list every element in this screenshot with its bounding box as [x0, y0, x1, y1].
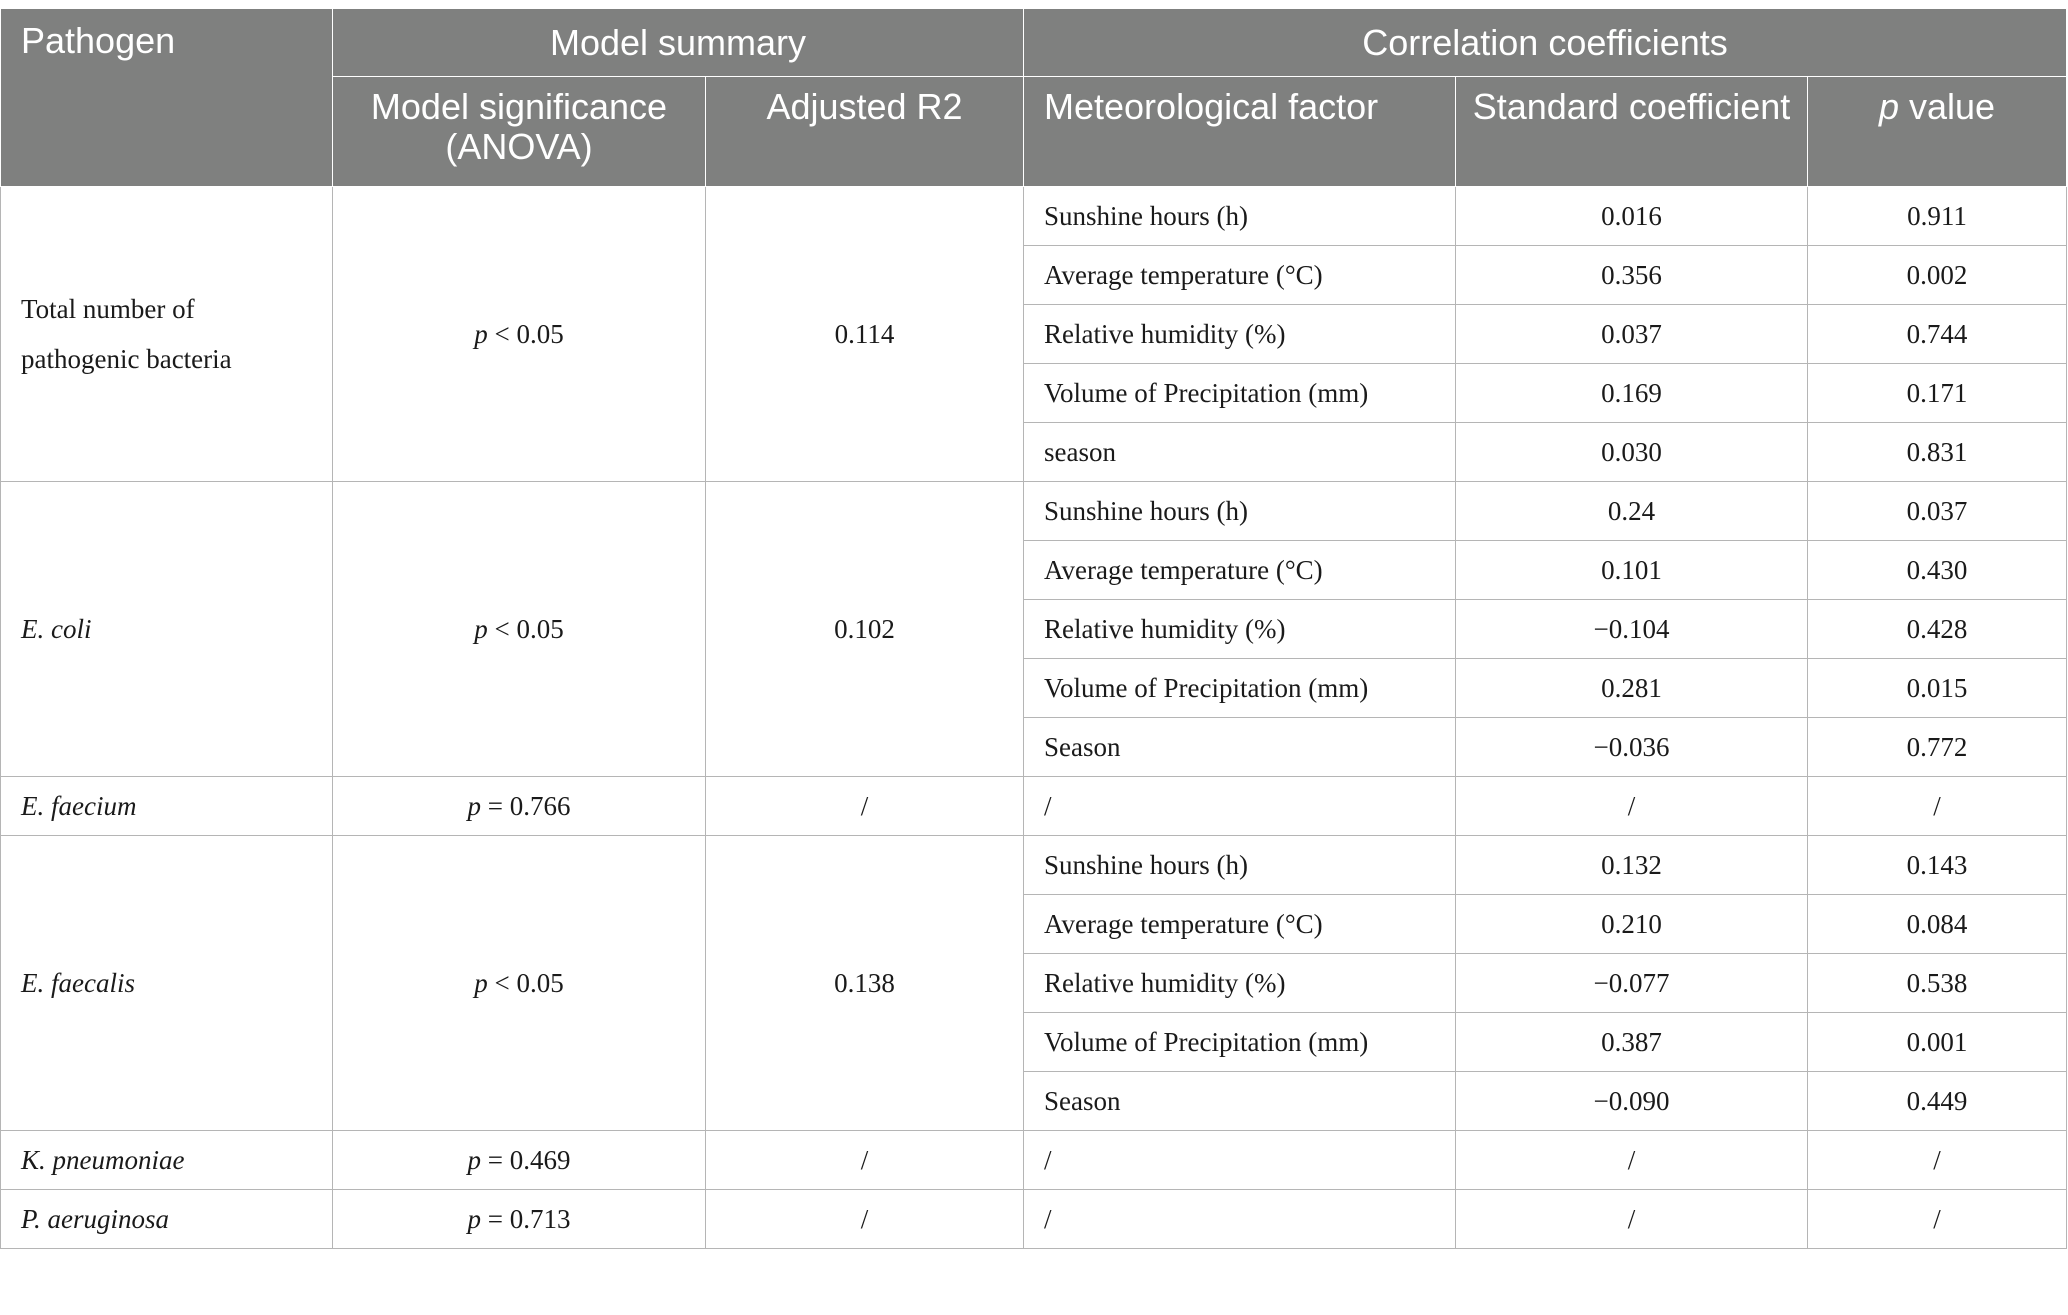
- meteorological-factor-cell: Relative humidity (%): [1024, 305, 1456, 364]
- p-value-cell: 0.037: [1808, 482, 2067, 541]
- meteorological-factor-cell: Relative humidity (%): [1024, 954, 1456, 1013]
- model-significance-cell: [333, 836, 706, 1131]
- header-p-value: [1808, 77, 2067, 187]
- pathogen-cell: Total number of pathogenic bacteria: [1, 187, 333, 482]
- meteorological-factor-cell: Season: [1024, 718, 1456, 777]
- table-row: [1, 187, 2067, 246]
- table-row: [1, 1131, 2067, 1190]
- meteorological-factor-cell: Relative humidity (%): [1024, 600, 1456, 659]
- p-value-cell: 0.143: [1808, 836, 2067, 895]
- p-value-cell: 0.831: [1808, 423, 2067, 482]
- pathogen-cell: E. faecalis: [1, 836, 333, 1131]
- table-header: [1, 9, 2067, 187]
- p-value-cell: 0.538: [1808, 954, 2067, 1013]
- standard-coefficient-cell: 0.016: [1456, 187, 1808, 246]
- significance-value: < 0.05: [487, 318, 564, 349]
- standard-coefficient-cell: 0.210: [1456, 895, 1808, 954]
- standard-coefficient-cell: −0.090: [1456, 1072, 1808, 1131]
- model-significance-cell: [333, 777, 706, 836]
- p-value-cell: 0.430: [1808, 541, 2067, 600]
- meteorological-factor-cell: Volume of Precipitation (mm): [1024, 659, 1456, 718]
- p-value-cell: 0.911: [1808, 187, 2067, 246]
- standard-coefficient-cell: 0.030: [1456, 423, 1808, 482]
- significance-value: = 0.469: [481, 1144, 571, 1175]
- standard-coefficient-cell: 0.281: [1456, 659, 1808, 718]
- meteorological-factor-cell: Volume of Precipitation (mm): [1024, 1013, 1456, 1072]
- standard-coefficient-cell: 0.101: [1456, 541, 1808, 600]
- meteorological-factor-cell: Season: [1024, 1072, 1456, 1131]
- pathogen-cell: E. coli: [1, 482, 333, 777]
- significance-value: = 0.766: [481, 790, 571, 821]
- p-value-cell: 0.428: [1808, 600, 2067, 659]
- standard-coefficient-cell: /: [1456, 1131, 1808, 1190]
- adjusted-r2-cell: /: [706, 1190, 1024, 1249]
- table-row: [1, 836, 2067, 895]
- adjusted-r2-cell: 0.138: [706, 836, 1024, 1131]
- standard-coefficient-cell: 0.24: [1456, 482, 1808, 541]
- header-model-summary: Model summary: [333, 9, 1024, 77]
- p-value-cell: /: [1808, 1190, 2067, 1249]
- model-significance-cell: [333, 1190, 706, 1249]
- meteorological-factor-cell: Sunshine hours (h): [1024, 482, 1456, 541]
- table-row: [1, 1190, 2067, 1249]
- model-significance-cell: [333, 482, 706, 777]
- table-body: [1, 187, 2067, 1249]
- p-value-cell: 0.772: [1808, 718, 2067, 777]
- standard-coefficient-cell: −0.036: [1456, 718, 1808, 777]
- adjusted-r2-cell: 0.114: [706, 187, 1024, 482]
- header-correlation-coefficients: Correlation coefficients: [1024, 9, 2067, 77]
- table-row: [1, 482, 2067, 541]
- p-value-cell: /: [1808, 777, 2067, 836]
- pathogen-cell: E. faecium: [1, 777, 333, 836]
- significance-p-symbol: p: [474, 967, 488, 998]
- meteorological-factor-cell: /: [1024, 1190, 1456, 1249]
- significance-p-symbol: p: [467, 1144, 481, 1175]
- pathogen-cell: P. aeruginosa: [1, 1190, 333, 1249]
- significance-p-symbol: p: [467, 790, 481, 821]
- standard-coefficient-cell: −0.104: [1456, 600, 1808, 659]
- p-value-cell: /: [1808, 1131, 2067, 1190]
- significance-value: = 0.713: [481, 1203, 571, 1234]
- significance-value: < 0.05: [487, 613, 564, 644]
- meteorological-factor-cell: Sunshine hours (h): [1024, 836, 1456, 895]
- standard-coefficient-cell: 0.356: [1456, 246, 1808, 305]
- p-value-cell: 0.084: [1808, 895, 2067, 954]
- standard-coefficient-cell: 0.387: [1456, 1013, 1808, 1072]
- header-pathogen: Pathogen: [1, 9, 333, 187]
- p-value-cell: 0.015: [1808, 659, 2067, 718]
- significance-value: < 0.05: [487, 967, 564, 998]
- meteorological-factor-cell: /: [1024, 777, 1456, 836]
- adjusted-r2-cell: /: [706, 1131, 1024, 1190]
- meteorological-factor-cell: Average temperature (°C): [1024, 246, 1456, 305]
- standard-coefficient-cell: /: [1456, 777, 1808, 836]
- p-value-cell: 0.449: [1808, 1072, 2067, 1131]
- meteorological-factor-cell: /: [1024, 1131, 1456, 1190]
- meteorological-factor-cell: Sunshine hours (h): [1024, 187, 1456, 246]
- table-row: [1, 777, 2067, 836]
- header-adjusted-r2: Adjusted R2: [706, 77, 1024, 187]
- header-p-value-suffix: value: [1898, 86, 1996, 127]
- p-value-cell: 0.002: [1808, 246, 2067, 305]
- significance-p-symbol: p: [467, 1203, 481, 1234]
- header-model-significance: Model significance (ANOVA): [333, 77, 706, 187]
- meteorological-factor-cell: Average temperature (°C): [1024, 895, 1456, 954]
- meteorological-factor-cell: Volume of Precipitation (mm): [1024, 364, 1456, 423]
- header-meteorological-factor: Meteorological factor: [1024, 77, 1456, 187]
- standard-coefficient-cell: −0.077: [1456, 954, 1808, 1013]
- pathogen-cell: K. pneumoniae: [1, 1131, 333, 1190]
- standard-coefficient-cell: /: [1456, 1190, 1808, 1249]
- model-significance-cell: [333, 187, 706, 482]
- standard-coefficient-cell: 0.037: [1456, 305, 1808, 364]
- meteorological-factor-cell: season: [1024, 423, 1456, 482]
- meteorological-factor-cell: Average temperature (°C): [1024, 541, 1456, 600]
- correlation-table: [0, 8, 2067, 1249]
- significance-p-symbol: p: [474, 613, 488, 644]
- p-value-cell: 0.171: [1808, 364, 2067, 423]
- model-significance-cell: [333, 1131, 706, 1190]
- p-value-cell: 0.744: [1808, 305, 2067, 364]
- standard-coefficient-cell: 0.132: [1456, 836, 1808, 895]
- p-value-cell: 0.001: [1808, 1013, 2067, 1072]
- standard-coefficient-cell: 0.169: [1456, 364, 1808, 423]
- header-p-value-italic: p: [1878, 86, 1899, 127]
- adjusted-r2-cell: 0.102: [706, 482, 1024, 777]
- header-standard-coefficient: Standard coefficient: [1456, 77, 1808, 187]
- adjusted-r2-cell: /: [706, 777, 1024, 836]
- significance-p-symbol: p: [474, 318, 488, 349]
